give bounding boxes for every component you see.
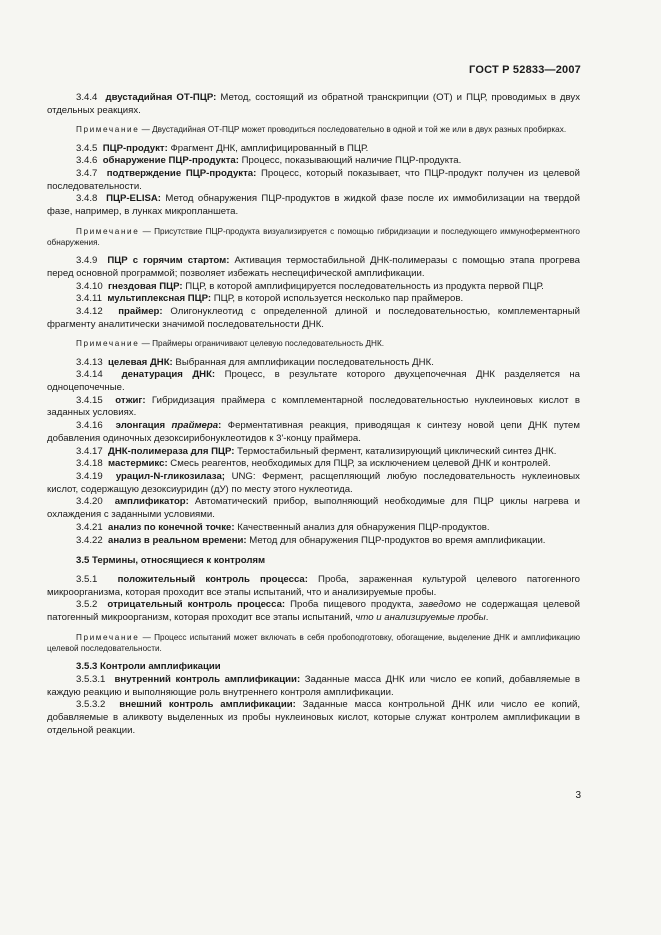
- term-number: 3.4.4: [76, 92, 98, 103]
- note-label: Примечание: [76, 125, 140, 135]
- term-title: денатурация ДНК:: [121, 369, 216, 381]
- term-3-4-6: [47, 155, 580, 168]
- term-title: целевая ДНК:: [108, 356, 173, 368]
- term-title: ПЦР-ELISA:: [106, 193, 162, 205]
- page-number: 3: [575, 790, 581, 801]
- term-title-part: элонгация: [115, 420, 172, 432]
- term-number: 3.4.10: [76, 280, 103, 292]
- term-number: 3.5.3.1: [76, 673, 106, 685]
- term-definition: ПЦР, в которой амплифицируется последовательность из продукта первой ПЦР.: [182, 280, 544, 292]
- term-title: урацил-N-гликозилаза;: [115, 470, 225, 482]
- document-code: ГОСТ Р 52833—2007: [469, 64, 581, 76]
- term-definition: Метод обнаружения ПЦР-продуктов в жидкой фазе после их иммобилизации на твердой фазе, например, в лунках микропланшета.: [47, 193, 580, 218]
- term-3-4-19: [47, 471, 580, 496]
- term-3-4-16: [47, 420, 580, 445]
- term-3-4-20: [47, 496, 580, 521]
- note-label: Примечание: [76, 632, 140, 642]
- term-3-4-7: [47, 168, 580, 193]
- term-number: 3.4.16: [76, 420, 103, 432]
- term-3-4-9: [47, 255, 580, 280]
- term-title: внешний контроль амплификации:: [119, 699, 296, 711]
- term-number: 3.4.21: [76, 521, 103, 533]
- term-title: ПЦР с горячим стартом:: [107, 255, 230, 267]
- term-number: 3.5.2: [76, 599, 98, 611]
- term-number: 3.4.15: [76, 394, 103, 406]
- term-definition: Автоматический прибор, выполняющий необходимые для ПЦР циклы нагрева и охлаждения с заданными условиями.: [47, 496, 580, 521]
- term-title: мультиплексная ПЦР:: [107, 293, 212, 305]
- term-number: 3.4.9: [76, 255, 98, 267]
- term-3-4-4: [47, 92, 580, 117]
- term-3-4-22: [47, 535, 580, 548]
- term-title: гнездовая ПЦР:: [108, 280, 183, 292]
- note-label: Примечание: [76, 339, 140, 349]
- term-definition: Проба, зараженная культурой целевого патогенного микроорганизма, которая проходит все этапы испытаний, что и анализируемые пробы.: [47, 573, 580, 598]
- term-title: праймер:: [118, 306, 163, 318]
- term-3-5-3-2: [47, 699, 580, 737]
- term-definition-italic: заведомо: [418, 599, 461, 611]
- note-text: — Праймеры ограничивают целевую последовательность ДНК.: [139, 339, 384, 349]
- note: [47, 338, 580, 349]
- term-definition: Качественный анализ для обнаружения ПЦР-продуктов.: [234, 521, 490, 533]
- note-text: — Процесс испытаний может включать в себя пробоподготовку, обогащение, выделение ДНК и амплификацию целевой последовательности.: [47, 632, 580, 653]
- term-title: мастермикс:: [108, 458, 168, 470]
- term-3-4-14: [47, 369, 580, 394]
- note-text: — Присутствие ПЦР-продукта визуализируется с помощью гибридизации и последующего иммуноферментного обнаружения.: [47, 226, 580, 248]
- term-title: отжиг:: [115, 394, 146, 406]
- term-3-4-15: [47, 395, 580, 420]
- term-3-4-12: [47, 306, 580, 331]
- term-definition: не содержащая целевой патогенный микроорганизм, которая проходит все этапы испытаний,: [47, 599, 580, 624]
- term-number: 3.4.17: [76, 445, 103, 457]
- term-3-4-10: [47, 281, 580, 294]
- term-3-4-13: [47, 357, 580, 370]
- term-definition: Заданные масса контрольной ДНК или число ее копий, добавляемые в аликвоту выделенных из пробы нуклеиновых кислот, которые служат контролем амплификации в отдельной реакции.: [47, 699, 581, 736]
- term-title: положительный контроль процесса:: [117, 573, 308, 585]
- term-3-4-17: [47, 446, 580, 459]
- term-3-5-3-1: [47, 674, 580, 699]
- term-number: 3.4.18: [76, 458, 103, 470]
- term-number: 3.4.8: [76, 193, 98, 205]
- term-definition: ПЦР, в которой используется несколько пар праймеров.: [211, 293, 464, 305]
- term-number: 3.4.13: [76, 356, 103, 368]
- term-definition-italic: что и анализируемые пробы: [355, 612, 486, 624]
- term-definition: Ферментативная реакция, приводящая к синтезу новой цепи ДНК путем добавления одиночных дезоксирибонуклеотидов к 3'-концу праймера.: [47, 420, 580, 444]
- term-definition: Метод для обнаружения ПЦР-продуктов во время амплификации.: [246, 534, 546, 546]
- term-number: 3.5.3.2: [76, 699, 106, 711]
- term-definition: Олигонуклеотид с определенной длиной и последовательностью, комплементарный фрагменту аналитически значимой последовательности ДНК.: [47, 306, 580, 330]
- term-definition: Заданные масса ДНК или число ее копий, добавляемые в каждую реакцию и выполняющие роль внутреннего контроля амплификации.: [47, 673, 580, 698]
- term-3-4-11: [47, 293, 580, 306]
- term-number: 3.4.20: [76, 496, 103, 508]
- term-3-5-2: [47, 599, 580, 624]
- term-title-part: :: [218, 420, 222, 432]
- term-definition: Термостабильный фермент, катализирующий циклический синтез ДНК.: [234, 445, 557, 457]
- term-3-4-21: [47, 522, 580, 535]
- term-definition: Процесс, который показывает, что ПЦР-продукт получен из целевой последовательности.: [47, 168, 580, 192]
- term-title: [116, 420, 222, 431]
- term-title-italic: праймера: [171, 420, 219, 432]
- term-3-5-1: [47, 574, 580, 599]
- term-number: 3.5.1: [76, 573, 98, 585]
- term-title: анализ по конечной точке:: [108, 521, 235, 533]
- term-definition: .: [485, 612, 489, 624]
- term-number: 3.4.6: [76, 155, 98, 167]
- note: [47, 632, 580, 654]
- term-number: 3.4.19: [76, 470, 103, 482]
- term-title: отрицательный контроль процесса:: [107, 599, 286, 611]
- document-body: [47, 92, 580, 737]
- term-definition: Гибридизация праймера с комплементарной последовательностью нуклеиновых кислот в заданных условиях.: [47, 394, 580, 419]
- note-label: Примечание: [76, 226, 140, 236]
- term-definition: UNG: Фермент, расщепляющий любую последовательность нуклеиновых кислот, содержащую дезоксиуридин (дУ) по месту этого нуклеотида.: [47, 470, 580, 495]
- term-definition: Проба пищевого продукта,: [285, 599, 419, 611]
- term-definition: Смесь реагентов, необходимых для ПЦР, за исключением целевой ДНК и контролей.: [167, 458, 551, 470]
- term-title: ДНК-полимераза для ПЦР:: [108, 445, 235, 457]
- term-3-4-18: [47, 458, 580, 471]
- term-number: 3.4.14: [76, 369, 103, 381]
- term-definition: Активация термостабильной ДНК-полимеразы с помощью этапа прогрева перед основной программой; позволяет избежать неспецифической амплификации.: [47, 255, 580, 279]
- term-number: 3.4.7: [76, 168, 98, 180]
- section-heading-3-5: 3.5 Термины, относящиеся к контролям: [76, 555, 266, 567]
- term-title: анализ в реальном времени:: [108, 534, 247, 546]
- term-3-4-5: [47, 143, 580, 156]
- term-title: обнаружение ПЦР-продукта:: [102, 155, 239, 167]
- term-definition: Фрагмент ДНК, амплифицированный в ПЦР.: [167, 142, 369, 154]
- term-title: двустадийная ОТ-ПЦР:: [105, 92, 217, 103]
- term-title: амплификатор:: [114, 496, 189, 508]
- term-definition: Выбранная для амплификации последовательность ДНК.: [172, 356, 434, 368]
- term-3-4-8: [47, 193, 580, 218]
- term-title: внутренний контроль амплификации:: [114, 673, 301, 685]
- term-definition: Процесс, показывающий наличие ПЦР-продукта.: [238, 155, 462, 167]
- term-number: 3.4.5: [76, 142, 98, 154]
- term-number: 3.4.22: [76, 534, 103, 546]
- section-heading-3-5-3: 3.5.3 Контроли амплификации: [76, 661, 221, 673]
- term-definition: Процесс, в результате которого двухцепочечная ДНК разделяется на одноцепочечные.: [47, 369, 580, 394]
- term-number: 3.4.11: [76, 293, 102, 305]
- term-title: ПЦР-продукт:: [102, 142, 168, 154]
- term-number: 3.4.12: [76, 306, 103, 318]
- term-title: подтверждение ПЦР-продукта:: [106, 168, 257, 180]
- term-definition: Метод, состоящий из обратной транскрипции (ОТ) и ПЦР, проводимых в двух отдельных реакциях.: [47, 92, 580, 116]
- note: [47, 226, 580, 248]
- note: [47, 124, 580, 135]
- note-text: — Двустадийная ОТ-ПЦР может проводиться последовательно в одной и той же или в двух разных пробирках.: [139, 125, 567, 135]
